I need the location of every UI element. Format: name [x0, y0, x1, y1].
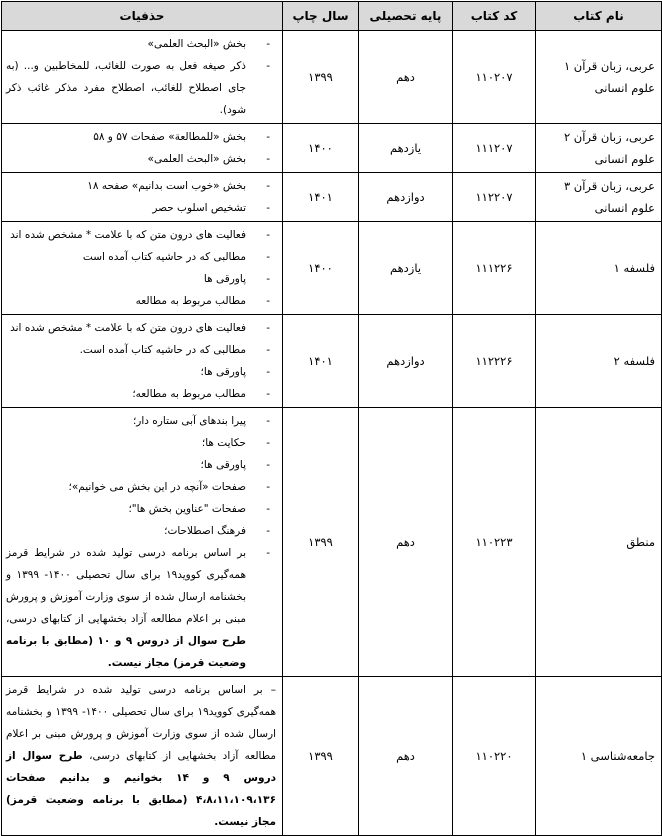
book-code-cell: ۱۱۰۲۰۷ [453, 31, 536, 124]
deletions-list [6, 224, 276, 312]
header-book-name: نام کتاب [536, 2, 662, 31]
table-row [2, 31, 662, 124]
table-row [2, 315, 662, 408]
year-cell: ۱۳۹۹ [283, 408, 359, 677]
year-cell: ۱۴۰۱ [283, 173, 359, 222]
year-cell: ۱۴۰۰ [283, 124, 359, 173]
book-code-cell: ۱۱۰۲۲۳ [453, 408, 536, 677]
book-name-cell: منطق [536, 408, 662, 677]
note-paragraph [6, 679, 276, 833]
level-cell: دوازدهم [359, 173, 453, 222]
note-bold-text: طرح سوال از دروس ۹ و ۱۴ بخوانیم و بدانیم صفحات ۴،۸،۱۱،۱۰۹،۱۳۶ (مطابق با برنامه وضعیت قرمز) مجاز نیست. [6, 750, 276, 828]
note-text: بر اساس برنامه درسی تولید شده در شرایط قرمز همه‌گیری کووید۱۹ برای سال تحصیلی ۱۴۰۰- ۱۳۹۹ و بخشنامه ارسال شده از سوی وزارت آموزش و پرورش مبنی بر اعلام مطالعه آزاد بخشهایی از کتابهای درسی، [6, 547, 246, 625]
level-cell: دهم [359, 677, 453, 836]
book-code-cell: ۱۱۲۲۲۶ [453, 315, 536, 408]
deletions-list [6, 126, 276, 170]
header-deletions: حذفیات [2, 2, 283, 31]
deletions-cell [2, 315, 283, 408]
table-row [2, 124, 662, 173]
table-row [2, 173, 662, 222]
book-code-cell: ۱۱۱۲۰۷ [453, 124, 536, 173]
list-item: - مطالب مربوط به مطالعه؛ [6, 383, 276, 405]
table-row [2, 408, 662, 677]
deletions-cell [2, 173, 283, 222]
header-year: سال چاپ [283, 2, 359, 31]
list-item-note [6, 542, 276, 674]
note-bold-text: طرح سوال از دروس ۹ و ۱۰ (مطابق با برنامه وضعیت قرمز) مجاز نیست. [6, 635, 246, 669]
book-code-cell: ۱۱۱۲۲۶ [453, 222, 536, 315]
note-text: – بر اساس برنامه درسی تولید شده در شرایط قرمز همه‌گیری کووید۱۹ برای سال تحصیلی ۱۴۰۰- ۱۳۹۹ و بخشنامه ارسال شده از سوی وزارت آموزش و پرورش مبنی بر اعلام مطالعه آزاد بخشهایی از کتابهای درسی، [6, 684, 276, 762]
table-row [2, 222, 662, 315]
list-item: - پیرا بندهای آبی ستاره دار؛ [6, 410, 276, 432]
list-item: - مطالب مربوط به مطالعه [6, 290, 276, 312]
list-item: - فعالیت های درون متن که با علامت * مشخص شده اند [6, 224, 276, 246]
list-item: - بخش «البحث العلمی» [6, 148, 276, 170]
level-cell: یازدهم [359, 222, 453, 315]
year-cell: ۱۴۰۰ [283, 222, 359, 315]
deletions-list [6, 410, 276, 674]
book-name-cell: عربی، زبان قرآن ۲ علوم انسانی [536, 124, 662, 173]
level-cell: دهم [359, 31, 453, 124]
book-code-cell: ۱۱۲۲۰۷ [453, 173, 536, 222]
deletions-list [6, 175, 276, 219]
list-item: - پاورقی ها [6, 268, 276, 290]
deletions-table [1, 1, 662, 836]
list-item: - پاورقی ها؛ [6, 361, 276, 383]
header-book-code: کد کتاب [453, 2, 536, 31]
list-item: - بخش «خوب است بدانیم» صفحه ۱۸ [6, 175, 276, 197]
book-name-cell: فلسفه ۱ [536, 222, 662, 315]
deletions-cell [2, 222, 283, 315]
list-item: - فعالیت های درون متن که با علامت * مشخص شده اند [6, 317, 276, 339]
list-item: - بخش «البحث العلمی» [6, 33, 276, 55]
book-name-cell: عربی، زبان قرآن ۱ علوم انسانی [536, 31, 662, 124]
deletions-cell [2, 124, 283, 173]
list-item: - تشخیص اسلوب حصر [6, 197, 276, 219]
list-item: - مطالبی که در حاشیه کتاب آمده است [6, 246, 276, 268]
deletions-cell [2, 31, 283, 124]
level-cell: دهم [359, 408, 453, 677]
year-cell: ۱۴۰۱ [283, 315, 359, 408]
level-cell: دوازدهم [359, 315, 453, 408]
book-code-cell: ۱۱۰۲۲۰ [453, 677, 536, 836]
header-row [2, 2, 662, 31]
list-item: - صفحات "عناوین بخش ها"؛ [6, 498, 276, 520]
table-row [2, 677, 662, 836]
list-item: - مطالبی که در حاشیه کتاب آمده است. [6, 339, 276, 361]
list-item: - بخش «للمطالعة» صفحات ۵۷ و ۵۸ [6, 126, 276, 148]
deletions-cell [2, 677, 283, 836]
deletions-list [6, 317, 276, 405]
list-item: - فرهنگ اصطلاحات؛ [6, 520, 276, 542]
book-name-cell: فلسفه ۲ [536, 315, 662, 408]
deletions-list [6, 33, 276, 121]
book-name-cell: عربی، زبان قرآن ۳ علوم انسانی [536, 173, 662, 222]
year-cell: ۱۳۹۹ [283, 31, 359, 124]
list-item: - پاورقی ها؛ [6, 454, 276, 476]
list-item: - ذکر صیغه فعل به صورت للغائب، للمخاطبین و... (به جای اصطلاح للغائب، اصطلاح مفرد مذکر غائب ذکر شود). [6, 55, 276, 121]
list-item: - حکایت ها؛ [6, 432, 276, 454]
list-item: - صفحات «آنچه در این بخش می خوانیم»؛ [6, 476, 276, 498]
book-name-cell: جامعه‌شناسی ۱ [536, 677, 662, 836]
deletions-cell [2, 408, 283, 677]
header-level: پایه تحصیلی [359, 2, 453, 31]
level-cell: یازدهم [359, 124, 453, 173]
year-cell: ۱۳۹۹ [283, 677, 359, 836]
